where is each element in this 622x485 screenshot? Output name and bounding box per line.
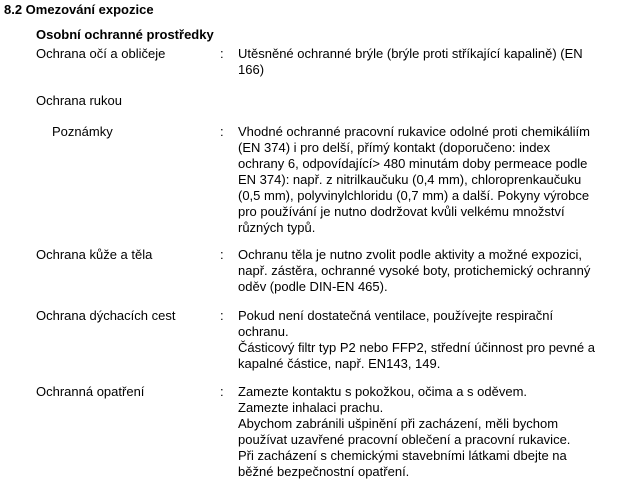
respiratory-protection-line: ochranu. bbox=[238, 324, 289, 339]
eye-protection-label: Ochrana očí a obličeje bbox=[36, 46, 166, 61]
eye-protection-line: 166) bbox=[238, 62, 265, 77]
respiratory-protection-line: Pokud není dostatečná ventilace, používejte respirační bbox=[238, 308, 554, 323]
skin-protection-line: oděv (podle DIN-EN 465). bbox=[238, 279, 388, 294]
protective-measures-label: Ochranná opatření bbox=[36, 384, 145, 399]
notes-line: různých typů. bbox=[238, 220, 316, 235]
notes-line: pro používání je nutno dodržovat kvůli velkému množství bbox=[238, 204, 565, 219]
protective-measures-value bbox=[238, 384, 610, 480]
section-title: 8.2 Omezování expozice bbox=[4, 2, 154, 17]
notes-line: Vhodné ochranné pracovní rukavice odolné proti chemikáliím bbox=[238, 124, 590, 139]
notes-colon: : bbox=[220, 124, 224, 139]
hand-protection-label: Ochrana rukou bbox=[36, 93, 122, 108]
protective-measures-line: Při zacházení s chemickými stavebními látkami dbejte na bbox=[238, 448, 567, 463]
notes-line: EN 374): např. z nitrilkaučuku (0,4 mm), chloroprenkaučuku bbox=[238, 172, 582, 187]
respiratory-protection-line: Částicový filtr typ P2 nebo FFP2, střední účinnost pro pevné a bbox=[238, 340, 595, 355]
respiratory-protection-label: Ochrana dýchacích cest bbox=[36, 308, 176, 323]
respiratory-protection-value bbox=[238, 308, 610, 372]
skin-protection-line: např. zástěra, ochranné vysoké boty, protichemický ochranný bbox=[238, 263, 591, 278]
eye-protection-value bbox=[238, 46, 610, 78]
protective-measures-line: Zamezte inhalaci prachu. bbox=[238, 400, 384, 415]
notes-line: (0,5 mm), polyvinylchloridu (0,7 mm) a další. Pokyny výrobce bbox=[238, 188, 590, 203]
protective-measures-line: běžné bezpečnostní opatření. bbox=[238, 464, 410, 479]
respiratory-protection-colon: : bbox=[220, 308, 224, 323]
skin-protection-value bbox=[238, 247, 610, 295]
protective-measures-line: Zamezte kontaktu s pokožkou, očima a s oděvem. bbox=[238, 384, 528, 399]
skin-protection-line: Ochranu těla je nutno zvolit podle aktivity a možné expozici, bbox=[238, 247, 582, 262]
eye-protection-line: Utěsněné ochranné brýle (brýle proti stříkající kapalině) (EN bbox=[238, 46, 583, 61]
subsection-title: Osobní ochranné prostředky bbox=[36, 27, 214, 42]
skin-protection-colon: : bbox=[220, 247, 224, 262]
notes-label: Poznámky bbox=[52, 124, 113, 139]
notes-line: ochrany 6, odpovídající> 480 minutám doby permeace podle bbox=[238, 156, 588, 171]
notes-value bbox=[238, 124, 610, 236]
protective-measures-line: používat uzavřené pracovní oblečení a pracovní rukavice. bbox=[238, 432, 571, 447]
protective-measures-line: Abychom zabránili ušpinění při zacházení, měli bychom bbox=[238, 416, 559, 431]
notes-line: (EN 374) i pro delší, přímý kontakt (doporučeno: index bbox=[238, 140, 551, 155]
eye-protection-colon: : bbox=[220, 46, 224, 61]
respiratory-protection-line: kapalné částice, např. EN143, 149. bbox=[238, 356, 441, 371]
protective-measures-colon: : bbox=[220, 384, 224, 399]
skin-protection-label: Ochrana kůže a těla bbox=[36, 247, 153, 262]
